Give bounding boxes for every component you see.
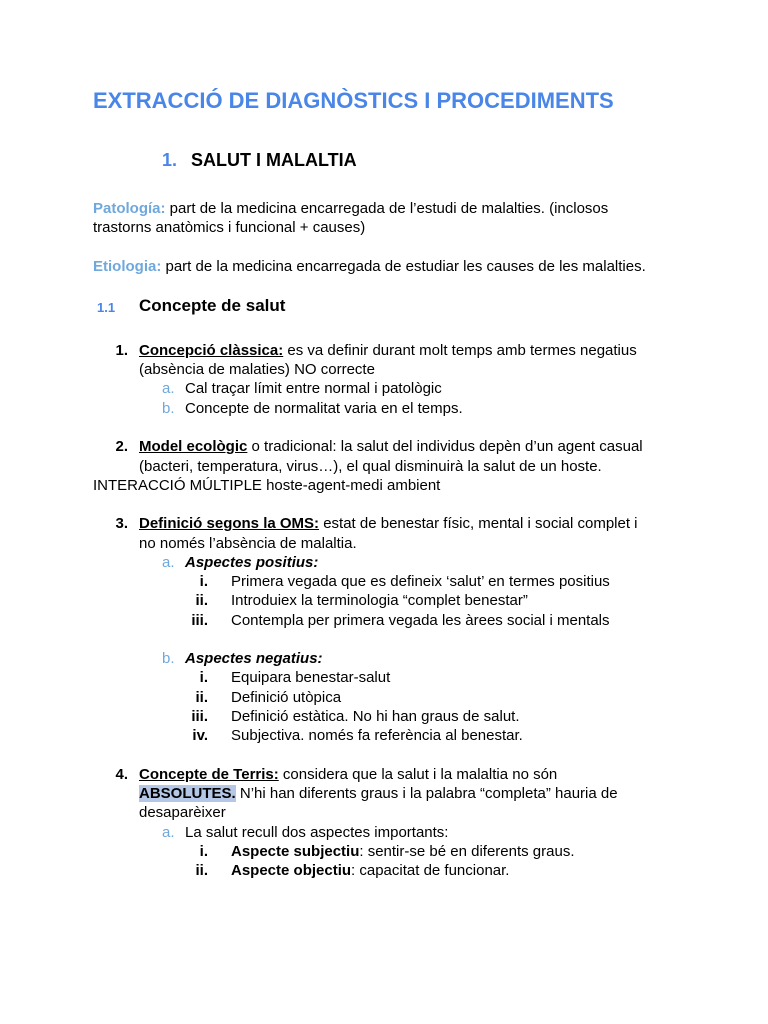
roman-item-text: Definició utòpica <box>231 689 342 706</box>
roman-item-desc: : sentir-se bé en diferents graus. <box>359 843 575 860</box>
list-item <box>139 765 557 784</box>
roman-number: ii. <box>195 862 208 879</box>
sub-letter: b. <box>162 400 175 417</box>
document-title: EXTRACCIÓ DE DIAGNÒSTICS I PROCEDIMENTS <box>93 88 614 113</box>
item-text-line2: (bacteri, temperatura, virus…), el qual disminuirà la salut de un hoste. <box>139 458 602 475</box>
item-text-line2 <box>139 784 618 803</box>
list-item <box>139 437 643 456</box>
roman-number: iii. <box>191 612 208 629</box>
roman-number: iii. <box>191 708 208 725</box>
item-text: considera que la salut i la malaltia no són <box>278 766 558 783</box>
sub-letter: a. <box>162 824 175 841</box>
list-number: 2. <box>115 438 128 455</box>
list-number: 3. <box>115 515 128 532</box>
sub-item-text: Concepte de normalitat varia en el temps. <box>185 400 463 417</box>
roman-item-desc: : capacitat de funcionar. <box>351 862 510 879</box>
roman-number: i. <box>199 843 208 860</box>
patologia-text-line1: part de la medicina encarregada de l’estudi de malalties. (inclosos <box>165 200 609 217</box>
etiologia-text: part de la medicina encarregada de estudiar les causes de les malalties. <box>165 258 646 275</box>
roman-item-text: Equipara benestar-salut <box>231 669 391 686</box>
roman-number: iv. <box>192 727 208 744</box>
sub-heading: Aspectes positius: <box>185 554 319 571</box>
roman-number: ii. <box>195 689 208 706</box>
item-term: Model ecològic <box>139 438 248 455</box>
sub-item-text: Cal traçar límit entre normal i patològic <box>185 380 442 397</box>
roman-item-text: Subjectiva. només fa referència al benestar. <box>231 727 523 744</box>
roman-item-term: Aspecte subjectiu <box>231 843 360 860</box>
etiologia-definition <box>93 257 646 276</box>
item-text-line3: desaparèixer <box>139 804 226 821</box>
roman-item-term: Aspecte objectiu <box>231 862 352 879</box>
list-number: 1. <box>115 342 128 359</box>
roman-item-text <box>231 842 575 861</box>
list-number: 4. <box>115 766 128 783</box>
roman-item-text <box>231 861 509 880</box>
sub-letter: a. <box>162 380 175 397</box>
patologia-label: Patología: <box>93 200 166 217</box>
patologia-text-line2: trastorns anatòmics i funcional + causes) <box>93 219 366 236</box>
subsection-number: 1.1 <box>97 300 116 315</box>
item-term: Definició segons la OMS: <box>139 515 320 532</box>
sub-heading: Aspectes negatius: <box>185 650 323 667</box>
roman-number: i. <box>199 669 208 686</box>
item-text: es va definir durant molt temps amb termes negatius <box>283 342 637 359</box>
highlighted-text: ABSOLUTES. <box>139 785 236 802</box>
patologia-definition <box>93 199 608 218</box>
sub-item-text: La salut recull dos aspectes importants: <box>185 824 449 841</box>
list-item <box>139 514 638 533</box>
sub-letter: b. <box>162 650 175 667</box>
roman-number: ii. <box>195 592 208 609</box>
subsection-title: Concepte de salut <box>139 296 286 315</box>
item-text: estat de benestar físic, mental i social complet i <box>319 515 638 532</box>
item-text-line2: no només l’absència de malaltia. <box>139 535 357 552</box>
sub-letter: a. <box>162 554 175 571</box>
item-text-line3: INTERACCIÓ MÚLTIPLE hoste-agent-medi ambient <box>93 477 441 494</box>
roman-item-text: Definició estàtica. No hi han graus de salut. <box>231 708 520 725</box>
roman-item-text: Primera vegada que es defineix ‘salut’ en termes positius <box>231 573 610 590</box>
item-text-line2: (absència de malaties) NO correcte <box>139 361 375 378</box>
roman-item-text: Introduiex la terminologia “complet benestar” <box>231 592 528 609</box>
item-term: Concepte de Terris: <box>139 766 279 783</box>
roman-item-text: Contempla per primera vegada les àrees social i mentals <box>231 612 610 629</box>
roman-number: i. <box>199 573 208 590</box>
item-text: N’hi han diferents graus i la palabra “completa” hauria de <box>235 785 618 802</box>
item-text: o tradicional: la salut del individus depèn d’un agent casual <box>247 438 643 455</box>
etiologia-label: Etiologia: <box>93 258 162 275</box>
list-item <box>139 341 637 360</box>
item-term: Concepció clàssica: <box>139 342 284 359</box>
section-title: SALUT I MALALTIA <box>191 150 357 170</box>
section-number: 1. <box>162 150 178 170</box>
